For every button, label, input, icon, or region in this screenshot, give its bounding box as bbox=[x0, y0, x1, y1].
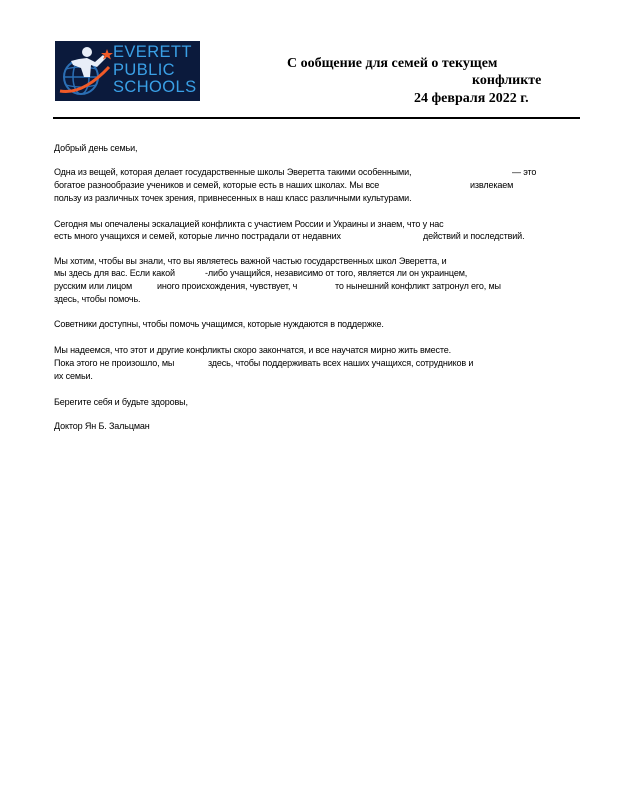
logo-wordmark bbox=[113, 44, 199, 97]
p1-line-3: пользу из различных точек зрения, привнесенных в наш класс различными культурами. bbox=[54, 193, 412, 204]
p3-line-1: Мы хотим, чтобы вы знали, что вы являетесь важной частью государственных школ Эверетта, и bbox=[54, 256, 447, 267]
p5-line-2: Пока этого не произошло, мы bbox=[54, 358, 175, 369]
p3-line-2-end: -либо учащийся, независимо от того, является ли он украинцем, bbox=[205, 268, 468, 279]
title-line-2: конфликте bbox=[472, 73, 542, 88]
p5-line-3: их семьи. bbox=[54, 371, 93, 382]
header-divider bbox=[53, 117, 580, 119]
p2-line-2: есть много учащихся и семей, которые лично пострадали от недавних bbox=[54, 231, 341, 242]
p3-line-3: русским или лицом bbox=[54, 281, 133, 292]
p1-line-2-end: извлекаем bbox=[470, 180, 514, 191]
p5-line-1: Мы надеемся, что этот и другие конфликты скоро закончатся, и все научатся мирно жить вместе. bbox=[54, 345, 452, 356]
p1-line-1: Одна из вещей, которая делает государственные школы Эверетта такими особенными, bbox=[54, 167, 412, 178]
greeting: Добрый день семьи, bbox=[54, 143, 138, 154]
logo-line-2: PUBLIC bbox=[113, 60, 176, 79]
p5-line-2-end: здесь, чтобы поддерживать всех наших учащихся, сотрудников и bbox=[208, 358, 474, 369]
p2-line-1: Сегодня мы опечалены эскалацией конфликта с участием России и Украины и знаем, что у нас bbox=[54, 219, 444, 230]
p3-line-3-mid: иного происхождения, чувствует, ч bbox=[157, 281, 298, 292]
p3-line-4: здесь, чтобы помочь. bbox=[54, 294, 141, 305]
signature: Доктор Ян Б. Зальцман bbox=[54, 421, 150, 432]
logo-line-1: EVERETT bbox=[113, 43, 192, 61]
p4-line-1: Советники доступны, чтобы помочь учащимся, которые нуждаются в поддержке. bbox=[54, 319, 384, 330]
p1-line-1-end: — это bbox=[512, 167, 537, 178]
closing: Берегите себя и будьте здоровы, bbox=[54, 397, 188, 408]
p2-line-2-end: действий и последствий. bbox=[423, 231, 525, 242]
p1-line-2: богатое разнообразие учеников и семей, которые есть в наших школах. Мы все bbox=[54, 180, 380, 191]
globe-figure-icon bbox=[57, 43, 113, 99]
p3-line-3-end: то нынешний конфликт затронул его, мы bbox=[335, 281, 501, 292]
title-line-1: С ообщение для семей о текущем bbox=[287, 56, 498, 71]
everett-public-schools-logo bbox=[55, 41, 200, 101]
p3-line-2: мы здесь для вас. Если какой bbox=[54, 268, 175, 279]
logo-line-3: SCHOOLS bbox=[113, 78, 197, 96]
letter-date: 24 февраля 2022 г. bbox=[414, 91, 529, 106]
